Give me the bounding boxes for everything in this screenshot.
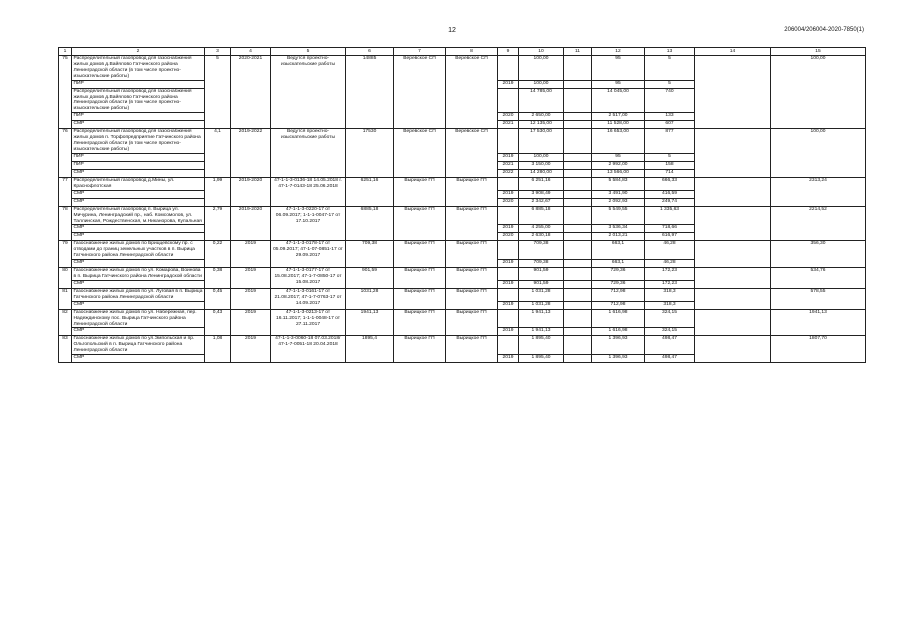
regional-budget-cell: 2 992,00 (592, 161, 645, 169)
empty-cell (564, 129, 592, 154)
remaining-cost-cell: 2313,24 (771, 177, 866, 206)
row-number-cell: 82 (59, 309, 72, 336)
period-cell: 2019 (231, 336, 271, 363)
column-header: 10 (519, 48, 564, 56)
local-budget-cell: 666,33 (645, 177, 695, 190)
work-type-cell: СМР (72, 280, 205, 288)
total-amount-cell: 100,00 (519, 80, 564, 88)
municipality-cell: Вырицкое ГП (446, 268, 498, 289)
local-budget-cell: 318,3 (645, 288, 695, 301)
table-row (59, 288, 866, 301)
year-cell: 2019 (498, 190, 519, 198)
regional-budget-cell: 2 092,93 (592, 198, 645, 206)
year-cell: 2019 (498, 280, 519, 288)
status-cell: 47-1-1-3-0161-17 от 21.08.2017; 47-1-7-0763-17 от 14.09.2017 (271, 288, 346, 309)
year-cell (498, 241, 519, 260)
cost-cell: 6251,16 (346, 177, 394, 206)
period-cell: 2019 (231, 288, 271, 309)
remaining-cost-cell: 2214,52 (771, 206, 866, 241)
municipality-cell: Вырицкое ГП (446, 309, 498, 336)
work-type-cell: СМР (72, 198, 205, 206)
year-cell: 2020 (498, 233, 519, 241)
table-row (59, 206, 866, 225)
work-type-cell: СМР (72, 190, 205, 198)
cost-cell: 1031,28 (346, 288, 394, 309)
settlement-cell: Вырицкое ГП (394, 241, 446, 268)
year-cell: 2019 (498, 301, 519, 309)
row-number-cell: 83 (59, 336, 72, 363)
local-budget-cell: 714 (645, 169, 695, 177)
empty-cell (564, 169, 592, 177)
status-cell: Ведутся проектно-изыскательские работы (271, 56, 346, 129)
local-budget-cell: 324,15 (645, 309, 695, 328)
total-amount-cell: 2 630,18 (519, 233, 564, 241)
period-cell: 2019-2020 (231, 177, 271, 206)
column-header: 6 (346, 48, 394, 56)
regional-budget-cell: 13 566,00 (592, 169, 645, 177)
empty-cell (564, 301, 592, 309)
status-cell: 47-1-1-3-0060-18 07.03.2018г 47-1-7-0051-18 20.04.2018 (271, 336, 346, 363)
total-amount-cell: 1 895,40 (519, 336, 564, 355)
table-header-row (59, 48, 866, 56)
total-amount-cell: 709,38 (519, 260, 564, 268)
settlement-cell: Веревское СП (394, 129, 446, 178)
local-budget-cell: 718,66 (645, 225, 695, 233)
funding-table (58, 47, 866, 363)
column-header: 13 (645, 48, 695, 56)
year-cell: 2020 (498, 113, 519, 121)
local-budget-cell: 172,23 (645, 280, 695, 288)
work-type-cell: СМР (72, 328, 205, 336)
length-cell: 0,43 (205, 309, 231, 336)
length-cell: 5 (205, 56, 231, 129)
regional-budget-cell: 2 517,00 (592, 113, 645, 121)
object-name-cell: Газоснабжение жилых домов по ул. Луговая в п. Вырица Гатчинского района Ленинградской области (72, 288, 205, 301)
local-budget-cell: 740 (645, 88, 695, 113)
cost-cell: 1895,4 (346, 336, 394, 363)
local-budget-cell: 607 (645, 121, 695, 129)
regional-budget-cell: 663,1 (592, 260, 645, 268)
total-amount-cell: 100,00 (519, 56, 564, 81)
object-name-cell: Газоснабжение жилых домов по Бриццевскому пр. с отводами до границ земельных участков в п. Вырица Гатчинского района Ленинградской области (72, 241, 205, 260)
empty-cell (564, 225, 592, 233)
column-header: 15 (771, 48, 866, 56)
municipality-cell: Веревское СП (446, 56, 498, 129)
regional-budget-cell: 1 616,98 (592, 328, 645, 336)
local-budget-cell: 46,28 (645, 241, 695, 260)
year-cell (498, 177, 519, 190)
column-header: 12 (592, 48, 645, 56)
remaining-cost-cell: 578,55 (771, 288, 866, 309)
object-name-cell: Распределительный газопровод для газоснабжения жилых домов д.Вайялово Гатчинского района Ленинградской области (в том числе проектно-изыскательские работы) (72, 56, 205, 81)
local-budget-cell: 5 (645, 153, 695, 161)
empty-cell (564, 233, 592, 241)
table-row (59, 268, 866, 281)
local-budget-cell: 498,47 (645, 336, 695, 355)
empty-cell (564, 309, 592, 328)
local-budget-cell: 416,59 (645, 190, 695, 198)
cost-cell: 1941,13 (346, 309, 394, 336)
total-amount-cell: 6 251,16 (519, 177, 564, 190)
remaining-cost-cell: 100,00 (771, 56, 866, 129)
regional-budget-cell: 3 491,90 (592, 190, 645, 198)
municipality-cell: Вырицкое ГП (446, 336, 498, 363)
cost-cell: 14885 (346, 56, 394, 129)
column-header: 1 (59, 48, 72, 56)
empty-cell (695, 336, 771, 363)
empty-cell (695, 206, 771, 241)
regional-budget-cell: 729,36 (592, 268, 645, 281)
work-type-cell: СМР (72, 233, 205, 241)
column-header: 11 (564, 48, 592, 56)
year-cell: 2022 (498, 169, 519, 177)
regional-budget-cell: 3 536,34 (592, 225, 645, 233)
year-cell: 2021 (498, 161, 519, 169)
object-name-cell: Распределительный газопровод д.Мины, ул. Краснофлотская (72, 177, 205, 190)
total-amount-cell: 100,00 (519, 153, 564, 161)
column-header: 7 (394, 48, 446, 56)
empty-cell (564, 80, 592, 88)
total-amount-cell: 14 280,00 (519, 169, 564, 177)
empty-cell (695, 177, 771, 206)
year-cell: 2019 (498, 80, 519, 88)
remaining-cost-cell: 356,30 (771, 241, 866, 268)
total-amount-cell: 901,59 (519, 280, 564, 288)
total-amount-cell: 6 885,18 (519, 206, 564, 225)
cost-cell: 901,59 (346, 268, 394, 289)
empty-cell (695, 268, 771, 289)
local-budget-cell: 5 (645, 80, 695, 88)
length-cell: 0,45 (205, 288, 231, 309)
status-cell: 47-1-1-3-0136-18 14.05.2018 г. 47-1-7-0143-18 25.06.2018 (271, 177, 346, 206)
empty-cell (695, 309, 771, 336)
period-cell: 2019 (231, 268, 271, 289)
total-amount-cell: 14 785,00 (519, 88, 564, 113)
empty-cell (695, 129, 771, 178)
year-cell (498, 288, 519, 301)
total-amount-cell: 1 031,28 (519, 288, 564, 301)
empty-cell (564, 280, 592, 288)
row-number-cell: 78 (59, 206, 72, 241)
settlement-cell: Вырицкое ГП (394, 336, 446, 363)
empty-cell (564, 241, 592, 260)
local-budget-cell: 616,97 (645, 233, 695, 241)
empty-cell (564, 206, 592, 225)
municipality-cell: Вырицкое ГП (446, 288, 498, 309)
total-amount-cell: 12 135,00 (519, 121, 564, 129)
empty-cell (564, 198, 592, 206)
total-amount-cell: 17 530,00 (519, 129, 564, 154)
local-budget-cell: 46,28 (645, 260, 695, 268)
object-name-cell: Газоснабжение жилых домов по ул.Эмпольская и пр. Ольгопольский в п. Вырица Гатчинского района Ленинградской области (72, 336, 205, 355)
regional-budget-cell: 14 045,00 (592, 88, 645, 113)
work-type-cell: ПИР (72, 80, 205, 88)
total-amount-cell: 709,38 (519, 241, 564, 260)
year-cell (498, 129, 519, 154)
local-budget-cell: 1 335,63 (645, 206, 695, 225)
work-type-cell: Распределительный газопровод для газоснабжения жилых домов д.Вайялово Гатчинского района Ленинградской области (в том числе проектно-изыскательские работы) (72, 88, 205, 113)
regional-budget-cell: 1 396,93 (592, 355, 645, 363)
length-cell: 1,08 (205, 336, 231, 363)
table-row (59, 56, 866, 81)
settlement-cell: Вырицкое ГП (394, 206, 446, 241)
local-budget-cell: 498,47 (645, 355, 695, 363)
page-number: 12 (448, 27, 456, 34)
empty-cell (564, 288, 592, 301)
status-cell: 47-1-1-3-0177-17 от 15.08.2017; 47-1-7-0850-17 от 15.08.2017 (271, 268, 346, 289)
column-header: 3 (205, 48, 231, 56)
local-budget-cell: 318,3 (645, 301, 695, 309)
local-budget-cell: 5 (645, 56, 695, 81)
object-name-cell: Газоснабжение жилых домов по ул. Комарова, Воинова в п. Вырица Гатчинского района Ленинградской области (72, 268, 205, 281)
year-cell (498, 88, 519, 113)
year-cell (498, 56, 519, 81)
total-amount-cell: 4 255,00 (519, 225, 564, 233)
settlement-cell: Вырицкое ГП (394, 288, 446, 309)
period-cell: 2019 (231, 241, 271, 268)
empty-cell (564, 268, 592, 281)
empty-cell (564, 56, 592, 81)
row-number-cell: 77 (59, 177, 72, 206)
regional-budget-cell: 2 013,21 (592, 233, 645, 241)
column-header: 14 (695, 48, 771, 56)
year-cell (498, 268, 519, 281)
remaining-cost-cell: 534,76 (771, 268, 866, 289)
total-amount-cell: 3 150,00 (519, 161, 564, 169)
empty-cell (564, 113, 592, 121)
cost-cell: 17530 (346, 129, 394, 178)
length-cell: 4,1 (205, 129, 231, 178)
table-row (59, 129, 866, 154)
row-number-cell: 80 (59, 268, 72, 289)
work-type-cell: СМР (72, 355, 205, 363)
period-cell: 2020-2021 (231, 56, 271, 129)
empty-cell (564, 355, 592, 363)
municipality-cell: Вырицкое ГП (446, 241, 498, 268)
regional-budget-cell: 729,36 (592, 280, 645, 288)
regional-budget-cell: 1 616,98 (592, 309, 645, 328)
regional-budget-cell: 663,1 (592, 241, 645, 260)
work-type-cell: ПИР (72, 113, 205, 121)
year-cell: 2019 (498, 328, 519, 336)
remaining-cost-cell: 1941,13 (771, 309, 866, 336)
local-budget-cell: 133 (645, 113, 695, 121)
status-cell: Ведутся проектно-изыскательские работы (271, 129, 346, 178)
year-cell: 2019 (498, 153, 519, 161)
work-type-cell: СМР (72, 121, 205, 129)
work-type-cell: СМР (72, 260, 205, 268)
status-cell: 47-1-1-3-0178-17 от 05.09.2017; 47-1-07-0851-17 от 29.09.2017 (271, 241, 346, 268)
status-cell: 47-1-1-3-0220-17 от 06.09.2017; 1-1-1-0047-17 от 17.10.2017 (271, 206, 346, 241)
local-budget-cell: 172,23 (645, 268, 695, 281)
table-row (59, 309, 866, 328)
year-cell (498, 206, 519, 225)
empty-cell (564, 336, 592, 355)
length-cell: 2,79 (205, 206, 231, 241)
year-cell: 2021 (498, 121, 519, 129)
cost-cell: 6885,18 (346, 206, 394, 241)
year-cell: 2019 (498, 225, 519, 233)
municipality-cell: Вырицкое ГП (446, 177, 498, 206)
work-type-cell: ПИР (72, 161, 205, 169)
cost-cell: 709,38 (346, 241, 394, 268)
object-name-cell: Распределительный газопровод п. Вырица ул. Мичурина, Ленинградский пр., наб. Комсомолов, ул. Таллинская, Рождественская, м.Никанорова, Купальная (72, 206, 205, 225)
column-header: 4 (231, 48, 271, 56)
row-number-cell: 75 (59, 56, 72, 129)
table-row (59, 336, 866, 355)
regional-budget-cell: 1 396,93 (592, 336, 645, 355)
total-amount-cell: 2 650,00 (519, 113, 564, 121)
period-cell: 2019-2022 (231, 129, 271, 178)
work-type-cell: ПИР (72, 153, 205, 161)
column-header: 8 (446, 48, 498, 56)
empty-cell (564, 153, 592, 161)
empty-cell (564, 328, 592, 336)
settlement-cell: Вырицкое ГП (394, 309, 446, 336)
length-cell: 0,22 (205, 241, 231, 268)
year-cell (498, 309, 519, 328)
row-number-cell: 81 (59, 288, 72, 309)
work-type-cell: СМР (72, 301, 205, 309)
total-amount-cell: 1 941,13 (519, 309, 564, 328)
empty-cell (564, 88, 592, 113)
total-amount-cell: 3 908,49 (519, 190, 564, 198)
status-cell: 47-1-1-3-0213-17 от 16.11.2017; 1-1-1-0048-17 от 27.11.2017 (271, 309, 346, 336)
year-cell: 2019 (498, 355, 519, 363)
work-type-cell: СМР (72, 169, 205, 177)
remaining-cost-cell: 100,00 (771, 129, 866, 178)
empty-cell (695, 56, 771, 129)
document-code: 206004/206004-2020-7850(1) (784, 27, 864, 33)
settlement-cell: Вырицкое ГП (394, 268, 446, 289)
total-amount-cell: 901,59 (519, 268, 564, 281)
local-budget-cell: 877 (645, 129, 695, 154)
regional-budget-cell: 11 528,00 (592, 121, 645, 129)
municipality-cell: Вырицкое ГП (446, 206, 498, 241)
work-type-cell: СМР (72, 225, 205, 233)
empty-cell (695, 241, 771, 268)
regional-budget-cell: 5 584,83 (592, 177, 645, 190)
empty-cell (564, 121, 592, 129)
regional-budget-cell: 95 (592, 56, 645, 81)
total-amount-cell: 1 031,28 (519, 301, 564, 309)
local-budget-cell: 158 (645, 161, 695, 169)
settlement-cell: Вырицкое ГП (394, 177, 446, 206)
local-budget-cell: 324,15 (645, 328, 695, 336)
regional-budget-cell: 16 653,00 (592, 129, 645, 154)
regional-budget-cell: 712,98 (592, 288, 645, 301)
total-amount-cell: 1 895,40 (519, 355, 564, 363)
object-name-cell: Распределительный газопровод для газоснабжения жилых домов п. Торфопредприятие Гатчинского района Ленинградской области (в том числе проектно-изыскательские работы) (72, 129, 205, 154)
regional-budget-cell: 95 (592, 153, 645, 161)
local-budget-cell: 249,74 (645, 198, 695, 206)
empty-cell (564, 177, 592, 190)
row-number-cell: 79 (59, 241, 72, 268)
empty-cell (564, 190, 592, 198)
column-header: 9 (498, 48, 519, 56)
remaining-cost-cell: 1807,70 (771, 336, 866, 363)
period-cell: 2019-2020 (231, 206, 271, 241)
municipality-cell: Веревское СП (446, 129, 498, 178)
regional-budget-cell: 95 (592, 80, 645, 88)
year-cell: 2020 (498, 198, 519, 206)
year-cell (498, 336, 519, 355)
regional-budget-cell: 5 549,55 (592, 206, 645, 225)
column-header: 2 (72, 48, 205, 56)
table-row (59, 241, 866, 260)
total-amount-cell: 2 342,67 (519, 198, 564, 206)
empty-cell (564, 161, 592, 169)
regional-budget-cell: 712,98 (592, 301, 645, 309)
year-cell: 2019 (498, 260, 519, 268)
total-amount-cell: 1 941,13 (519, 328, 564, 336)
object-name-cell: Газоснабжение жилых домов по ул. Набережная, пер. Надеждинскому пос. Вырица Гатчинского района Ленинградской области (72, 309, 205, 328)
empty-cell (564, 260, 592, 268)
table-row (59, 177, 866, 190)
empty-cell (695, 288, 771, 309)
length-cell: 0,38 (205, 268, 231, 289)
settlement-cell: Веревское СП (394, 56, 446, 129)
row-number-cell: 76 (59, 129, 72, 178)
column-header: 5 (271, 48, 346, 56)
length-cell: 1,99 (205, 177, 231, 206)
period-cell: 2019 (231, 309, 271, 336)
